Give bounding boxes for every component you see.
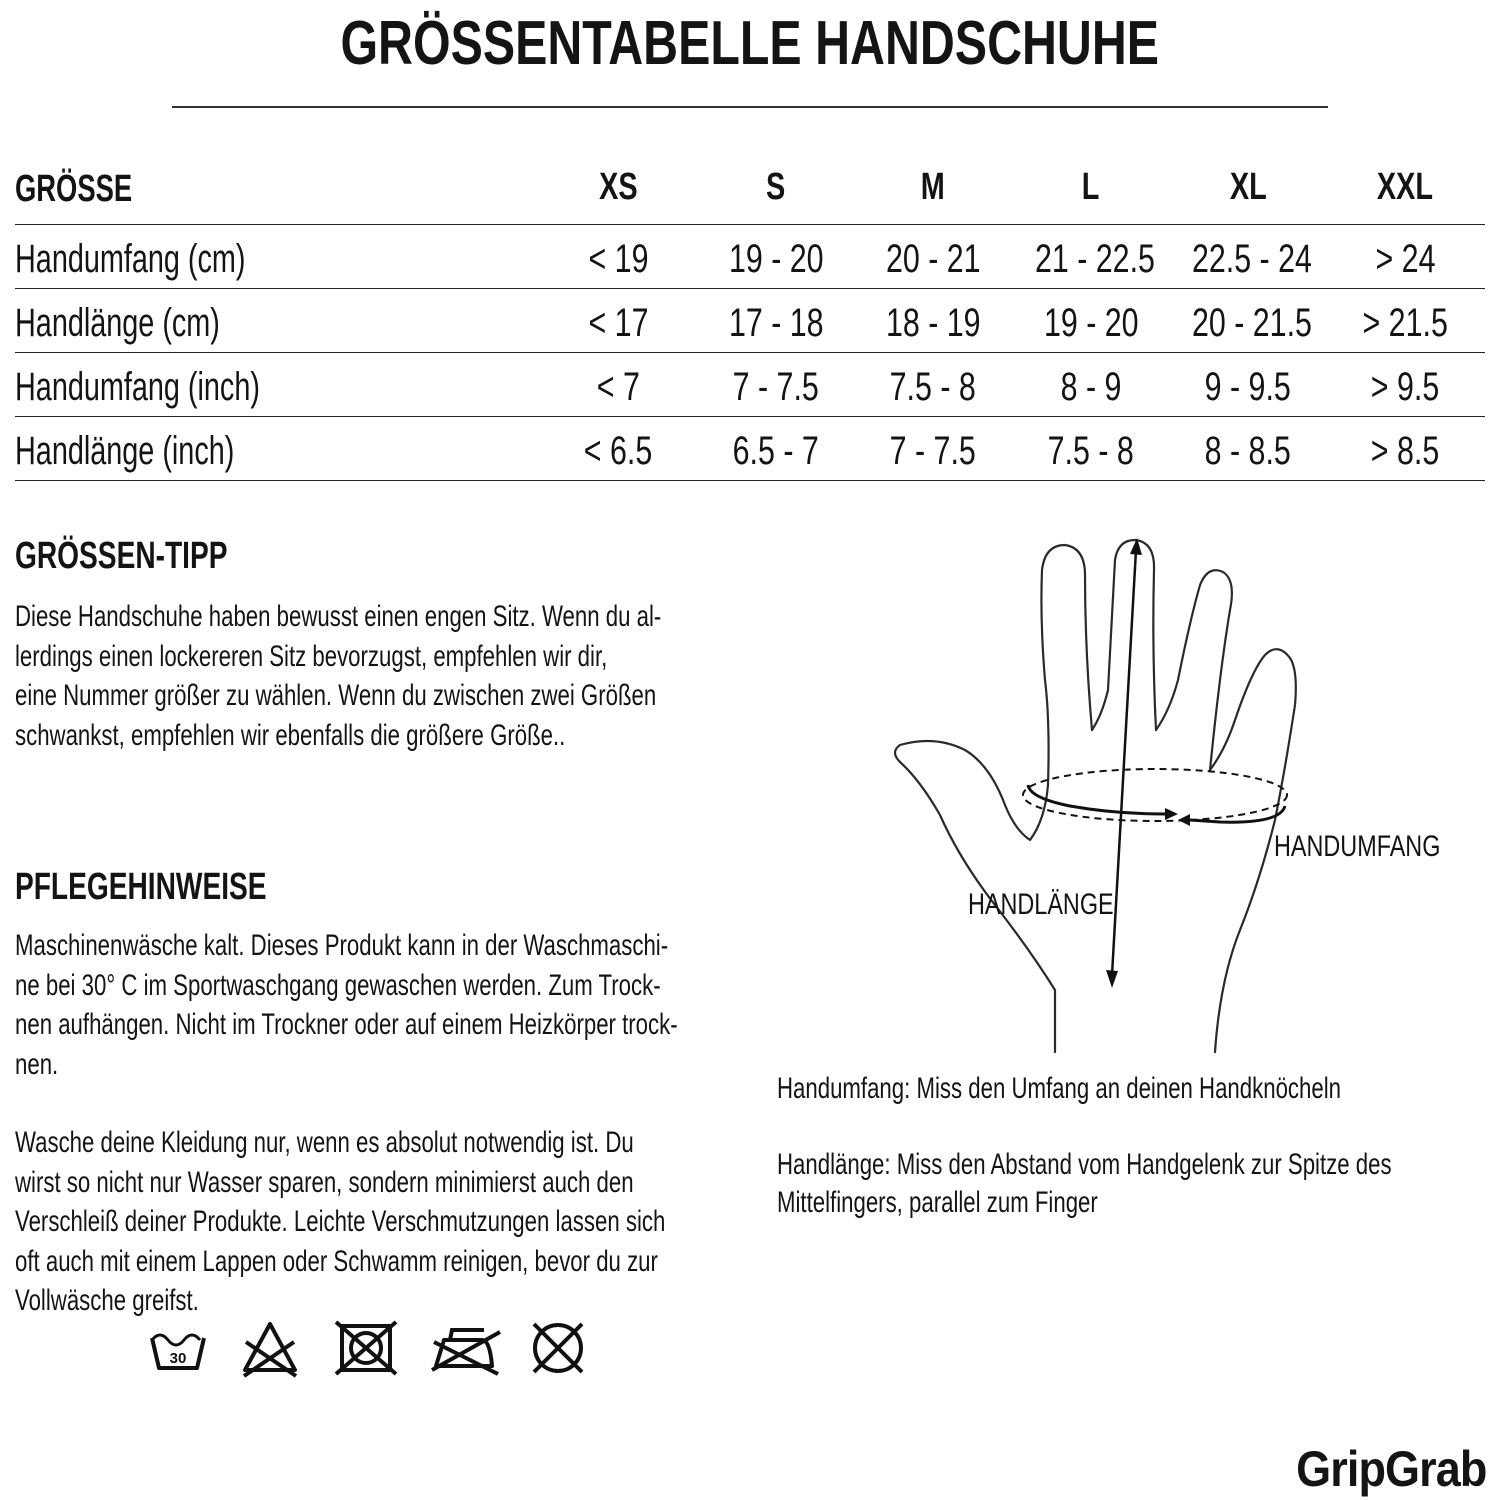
table-cell: 17 - 18 [728, 301, 824, 345]
measurement-label: Handlänge (cm) [15, 301, 220, 345]
table-cell: < 17 [587, 301, 649, 345]
table-header-row [15, 158, 1485, 225]
text-line: wirst so nicht nur Wasser sparen, sondern minimierst auch den [15, 1165, 634, 1199]
table-cell: 18 - 19 [885, 301, 981, 345]
length-instruction [777, 1146, 1500, 1222]
circumference-instruction [777, 1070, 1500, 1108]
text-line: Mittelfingers, parallel zum Finger [777, 1186, 1098, 1219]
table-cell: 6.5 - 7 [732, 429, 820, 473]
text-line: lerdings einen lockereren Sitz bevorzugst, empfehlen wir dir, [15, 639, 608, 673]
hand-measurement-diagram [880, 530, 1320, 1060]
arrowhead-left [1178, 814, 1190, 826]
page-title: GRÖSSENTABELLE HANDSCHUHE [340, 9, 1160, 78]
care-symbols [148, 1318, 598, 1384]
size-column-header: S [766, 166, 786, 208]
table-cell: 7.5 - 8 [1047, 429, 1135, 473]
text-line: nen. [15, 1047, 59, 1081]
size-column-header: XXL [1376, 166, 1434, 208]
no-iron-icon [428, 1318, 502, 1378]
table-row [15, 289, 1485, 353]
size-tip-heading: GRÖSSEN-TIPP [15, 535, 228, 577]
table-row [15, 417, 1485, 481]
brand-logo: GripGrab [1295, 1441, 1486, 1497]
size-column-header: XS [598, 166, 638, 208]
care-heading: PFLEGEHINWEISE [15, 866, 267, 908]
text-line: nen aufhängen. Nicht im Trockner oder auf einem Heizkörper trock- [15, 1008, 678, 1041]
table-cell: 22.5 - 24 [1191, 237, 1312, 281]
text-line: Handlänge: Miss den Abstand vom Handgelenk zur Spitze des [777, 1148, 1392, 1181]
size-column-header: M [920, 166, 946, 208]
table-cell: < 6.5 [583, 429, 653, 473]
circumference-arrow-right [1190, 806, 1285, 822]
table-row [15, 353, 1485, 417]
table-cell: < 19 [587, 237, 649, 281]
table-cell: 21 - 22.5 [1034, 237, 1155, 281]
size-header-label: GRÖSSE [15, 168, 133, 210]
no-dry-clean-icon [528, 1318, 588, 1378]
table-cell: > 8.5 [1370, 429, 1440, 473]
text-line: Maschinenwäsche kalt. Dieses Produkt kann in der Waschmaschi- [15, 929, 669, 962]
table-cell: 8 - 9 [1060, 365, 1122, 409]
text-line: Handumfang: Miss den Umfang an deinen Handknöcheln [777, 1072, 1341, 1105]
no-bleach-icon [240, 1318, 300, 1378]
table-cell: 7 - 7.5 [732, 365, 820, 409]
text-line: schwankst, empfehlen wir ebenfalls die größere Größe.. [15, 718, 566, 752]
measurement-label: Handumfang (inch) [15, 365, 260, 409]
hand-length-label: HANDLÄNGE [968, 888, 1114, 921]
title-divider [172, 106, 1328, 108]
text-line: oft auch mit einem Lappen oder Schwamm reinigen, bevor du zur [15, 1244, 658, 1278]
measurement-label: Handlänge (inch) [15, 429, 235, 473]
text-line: Diese Handschuhe haben bewusst einen engen Sitz. Wenn du al- [15, 600, 662, 633]
svg-text:30: 30 [169, 1350, 187, 1367]
table-cell: > 9.5 [1370, 365, 1440, 409]
text-line: Verschleiß deiner Produkte. Leichte Verschmutzungen lassen sich [15, 1205, 666, 1238]
size-column-header: L [1082, 166, 1100, 208]
care-text-tips [15, 1123, 894, 1321]
table-cell: > 21.5 [1362, 301, 1448, 345]
table-cell: 9 - 9.5 [1204, 365, 1292, 409]
table-cell: 7 - 7.5 [889, 429, 977, 473]
table-cell: > 24 [1374, 237, 1436, 281]
text-line: ne bei 30° C im Sportwaschgang gewaschen werden. Zum Trock- [15, 968, 661, 1002]
hand-outline [895, 540, 1296, 1052]
table-cell: 19 - 20 [1043, 301, 1139, 345]
length-arrowhead-bottom [1106, 970, 1118, 988]
table-cell: 20 - 21 [885, 237, 981, 281]
text-line: Wasche deine Kleidung nur, wenn es absolut notwendig ist. Du [15, 1126, 634, 1159]
table-cell: 7.5 - 8 [889, 365, 977, 409]
arrowhead-right [1165, 808, 1178, 820]
table-row [15, 225, 1485, 289]
care-text [15, 926, 910, 1084]
table-cell: 20 - 21.5 [1191, 301, 1312, 345]
measurement-label: Handumfang (cm) [15, 237, 246, 281]
no-tumble-dry-icon [334, 1318, 398, 1378]
table-cell: 19 - 20 [728, 237, 824, 281]
size-column-header: XL [1229, 166, 1267, 208]
table-cell: < 7 [596, 365, 640, 409]
wash-30-icon [148, 1318, 208, 1378]
hand-circumference-label: HANDUMFANG [1274, 830, 1441, 863]
text-line: eine Nummer größer zu wählen. Wenn du zwischen zwei Größen [15, 679, 657, 712]
text-line: Vollwäsche greifst. [15, 1284, 199, 1317]
size-tip-text [15, 597, 888, 755]
size-table [15, 158, 1485, 481]
table-cell: 8 - 8.5 [1204, 429, 1292, 473]
